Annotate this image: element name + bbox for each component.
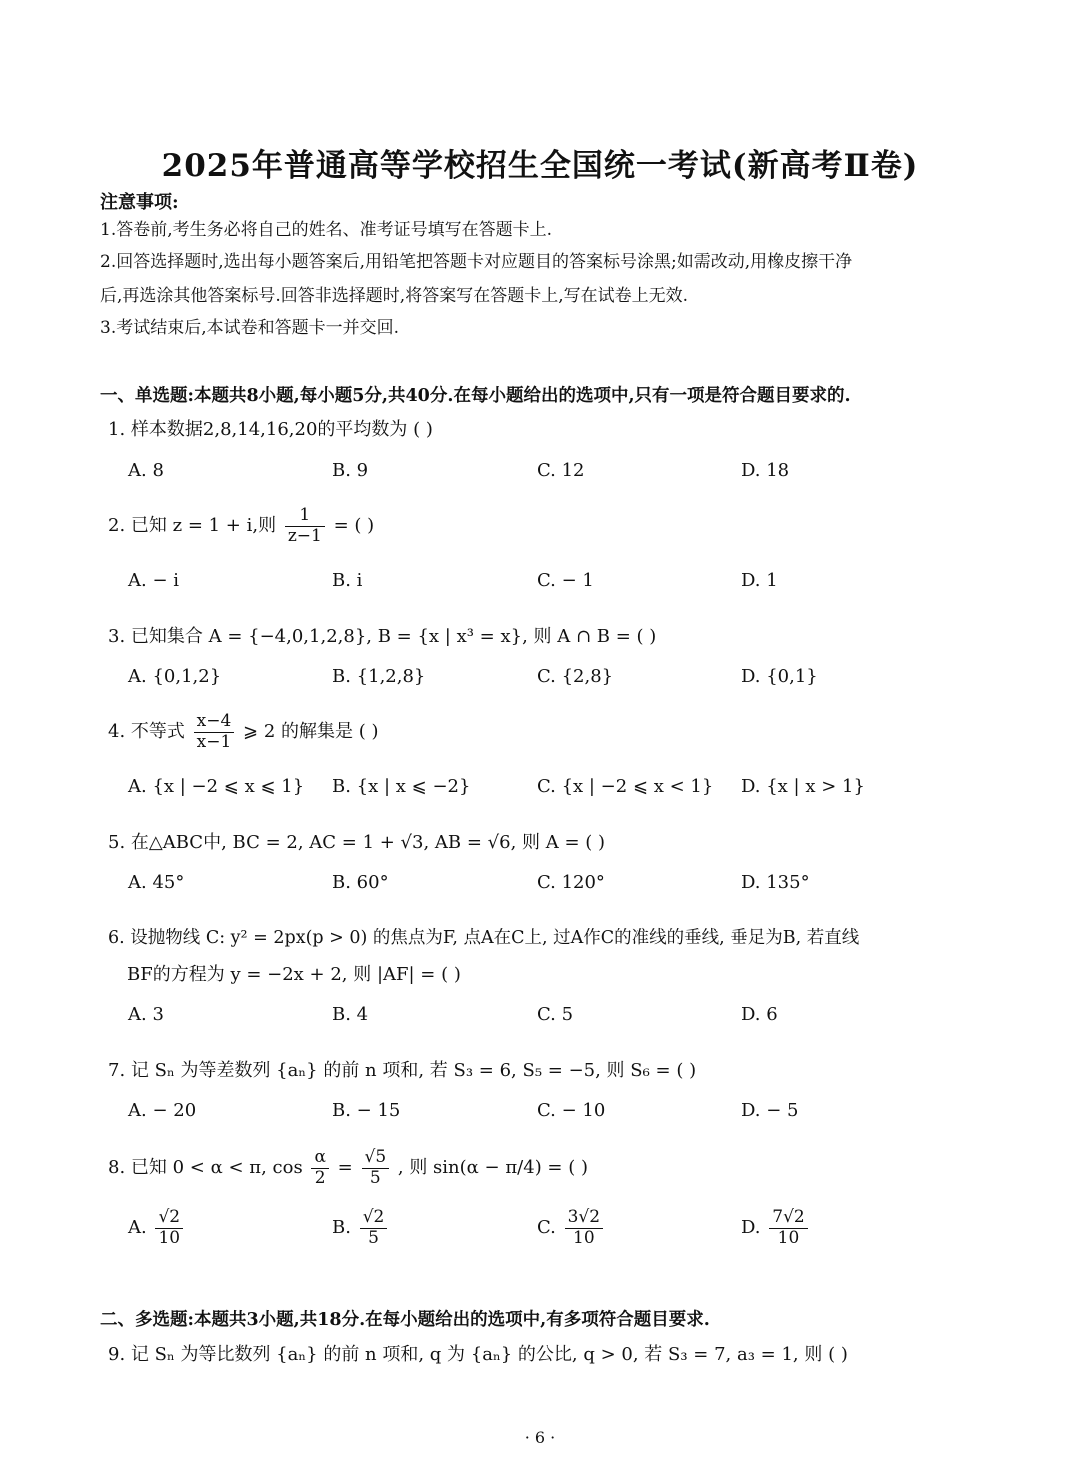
- option-d: D. − 5: [741, 1100, 799, 1121]
- page-number: · 6 ·: [524, 1428, 556, 1447]
- question-3: 3. 已知集合 A = {−4,0,1,2,8}, B = {x | x³ = x}, 则 A ∩ B = ( ): [108, 626, 657, 647]
- option-c: C. {2,8}: [537, 666, 614, 687]
- fraction-denominator: 10: [777, 1227, 800, 1248]
- notice-heading: 注意事项:: [100, 192, 179, 213]
- fraction-numerator: α: [311, 1148, 328, 1169]
- option-label: A.: [128, 1217, 147, 1239]
- option-a: A. − i: [128, 570, 180, 591]
- question-6-continuation: BF的方程为 y = −2x + 2, 则 |AF| = ( ): [127, 964, 461, 985]
- option-a: A. {0,1,2}: [128, 666, 222, 687]
- option-a: A. 3: [128, 1004, 164, 1025]
- option-a: A. 8: [128, 460, 164, 481]
- fraction-denominator: x−1: [196, 731, 232, 752]
- option-b: B. 9: [332, 460, 369, 481]
- fraction: [360, 1208, 388, 1248]
- fraction-denominator: 10: [573, 1227, 595, 1248]
- option-a: A. 45°: [128, 872, 185, 893]
- fraction-denominator: 2: [314, 1167, 326, 1188]
- notice-line: 3.考试结束后,本试卷和答题卡一并交回.: [100, 318, 400, 338]
- fraction-numerator: √5: [362, 1148, 390, 1169]
- option-b: B. 60°: [332, 872, 389, 893]
- section-heading-multiple-choice: 二、多选题:本题共3小题,共18分.在每小题给出的选项中,有多项符合题目要求.: [100, 1310, 710, 1330]
- option-b: B. {x | x ⩽ −2}: [332, 776, 471, 797]
- fraction-numerator: √2: [155, 1208, 183, 1229]
- notice-line: 后,再选涂其他答案标号.回答非选择题时,将答案写在答题卡上,写在试卷上无效.: [100, 286, 689, 306]
- option-label: B.: [332, 1217, 351, 1239]
- option-label: D.: [741, 1217, 761, 1239]
- question-2-suffix: = ( ): [333, 515, 375, 537]
- notice-line: 2.回答选择题时,选出每小题答案后,用铅笔把答题卡对应题目的答案标号涂黑;如需改动,用橡皮擦干净: [100, 252, 853, 272]
- option-d: [741, 1208, 811, 1248]
- option-b: B. {1,2,8}: [332, 666, 426, 687]
- fraction-numerator: 7√2: [769, 1208, 807, 1229]
- question-7: 7. 记 Sₙ 为等差数列 {aₙ} 的前 n 项和, 若 S₃ = 6, S₅ = −5, 则 S₆ = ( ): [108, 1060, 697, 1081]
- question-6: 6. 设抛物线 C: y² = 2px(p > 0) 的焦点为F, 点A在C上, 过A作C的准线的垂线, 垂足为B, 若直线: [108, 928, 860, 948]
- fraction-numerator: x−4: [194, 712, 235, 733]
- fraction-numerator: 1: [285, 506, 325, 527]
- option-b: B. i: [332, 570, 363, 591]
- option-c: C. {x | −2 ⩽ x < 1}: [537, 776, 714, 797]
- question-5: 5. 在△ABC中, BC = 2, AC = 1 + √3, AB = √6, 则 A = ( ): [108, 832, 606, 853]
- fraction: [311, 1148, 328, 1188]
- option-d: D. {0,1}: [741, 666, 818, 687]
- question-2: [108, 506, 374, 546]
- question-4: [108, 712, 379, 752]
- option-c: C. 12: [537, 460, 585, 481]
- option-a: [128, 1208, 186, 1248]
- option-c: C. − 1: [537, 570, 594, 591]
- option-b: [332, 1208, 390, 1248]
- option-a: A. {x | −2 ⩽ x ⩽ 1}: [128, 776, 305, 797]
- fraction-denominator: z−1: [287, 525, 322, 546]
- option-c: C. 5: [537, 1004, 574, 1025]
- question-9: 9. 记 Sₙ 为等比数列 {aₙ} 的前 n 项和, q 为 {aₙ} 的公比, q > 0, 若 S₃ = 7, a₃ = 1, 则 ( ): [108, 1344, 848, 1365]
- option-d: D. 1: [741, 570, 778, 591]
- option-d: D. 135°: [741, 872, 810, 893]
- fraction-denominator: 5: [369, 1167, 381, 1188]
- section-heading-single-choice: 一、单选题:本题共8小题,每小题5分,共40分.在每小题给出的选项中,只有一项是符合题目要求的.: [100, 386, 851, 406]
- option-d: D. {x | x > 1}: [741, 776, 865, 797]
- fraction: [769, 1208, 807, 1248]
- fraction: [155, 1208, 183, 1248]
- question-8-prefix: 8. 已知 0 < α < π, cos: [108, 1157, 303, 1179]
- fraction-numerator: √2: [360, 1208, 388, 1229]
- fraction: [362, 1148, 390, 1188]
- option-c: C. 120°: [537, 872, 605, 893]
- exam-title: 2025年普通高等学校招生全国统一考试(新高考Ⅱ卷): [161, 148, 919, 184]
- question-4-prefix: 4. 不等式: [108, 721, 185, 743]
- notice-line: 1.答卷前,考生务必将自己的姓名、准考证号填写在答题卡上.: [100, 220, 553, 240]
- fraction-numerator: 3√2: [565, 1208, 603, 1229]
- question-8: [108, 1148, 588, 1188]
- option-b: B. − 15: [332, 1100, 401, 1121]
- fraction-denominator: 5: [368, 1227, 379, 1248]
- question-8-suffix: , 则 sin(α − π/4) = ( ): [397, 1157, 589, 1179]
- option-c: [537, 1208, 606, 1248]
- option-c: C. − 10: [537, 1100, 606, 1121]
- question-2-prefix: 2. 已知 z = 1 + i,则: [108, 515, 277, 537]
- fraction: [565, 1208, 603, 1248]
- option-d: D. 6: [741, 1004, 778, 1025]
- fraction: [285, 506, 325, 546]
- question-4-suffix: ⩾ 2 的解集是 ( ): [243, 721, 379, 743]
- fraction: [194, 712, 235, 752]
- fraction-denominator: 10: [158, 1227, 181, 1248]
- option-b: B. 4: [332, 1004, 369, 1025]
- option-label: C.: [537, 1217, 556, 1239]
- equals-sign: =: [337, 1157, 353, 1179]
- option-a: A. − 20: [128, 1100, 197, 1121]
- option-d: D. 18: [741, 460, 790, 481]
- question-1: 1. 样本数据2,8,14,16,20的平均数为 ( ): [108, 419, 433, 440]
